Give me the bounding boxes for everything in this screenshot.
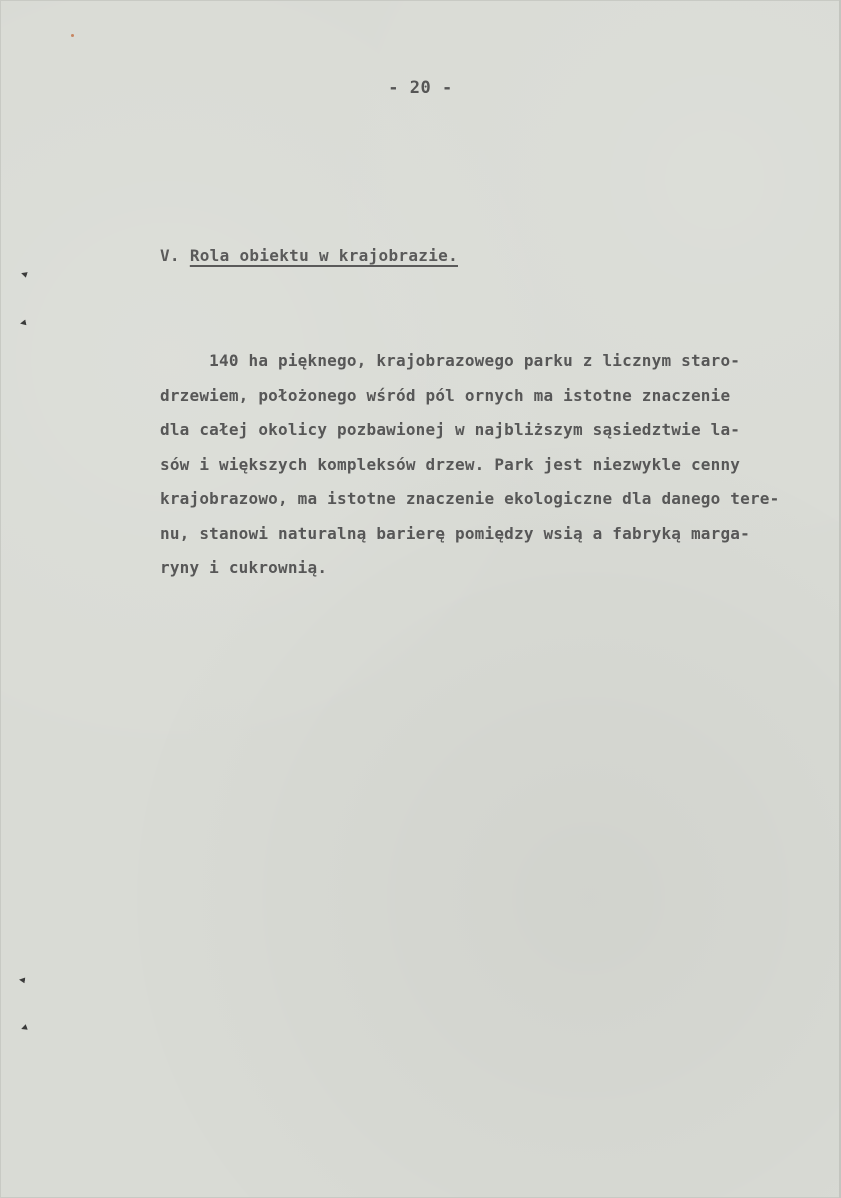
punch-mark-icon	[19, 977, 26, 984]
punch-mark-icon	[20, 270, 28, 278]
punch-mark-icon	[19, 319, 26, 326]
section-number: V.	[160, 246, 180, 265]
section-heading	[160, 246, 458, 265]
paragraph-line: 140 ha pięknego, krajobrazowego parku z licznym staro-	[160, 351, 741, 370]
body-paragraph	[160, 344, 820, 586]
paragraph-line: krajobrazowo, ma istotne znaczenie ekologiczne dla danego tere-	[160, 489, 780, 508]
paragraph-line: drzewiem, położonego wśród pól ornych ma istotne znaczenie	[160, 385, 731, 405]
paragraph-line: dla całej okolicy pozbawionej w najbliższym sąsiedztwie la-	[160, 420, 741, 439]
paper-speck	[71, 34, 74, 37]
paragraph-line: ryny i cukrownią.	[160, 558, 328, 577]
paragraph-line: nu, stanowi naturalną barierę pomiędzy wsią a fabryką marga-	[160, 523, 750, 543]
section-title: Rola obiektu w krajobrazie.	[189, 246, 458, 265]
paragraph-line: sów i większych kompleksów drzew. Park jest niezwykle cenny	[160, 454, 741, 474]
punch-mark-icon	[20, 1024, 28, 1032]
page-number: - 20 -	[388, 78, 453, 98]
